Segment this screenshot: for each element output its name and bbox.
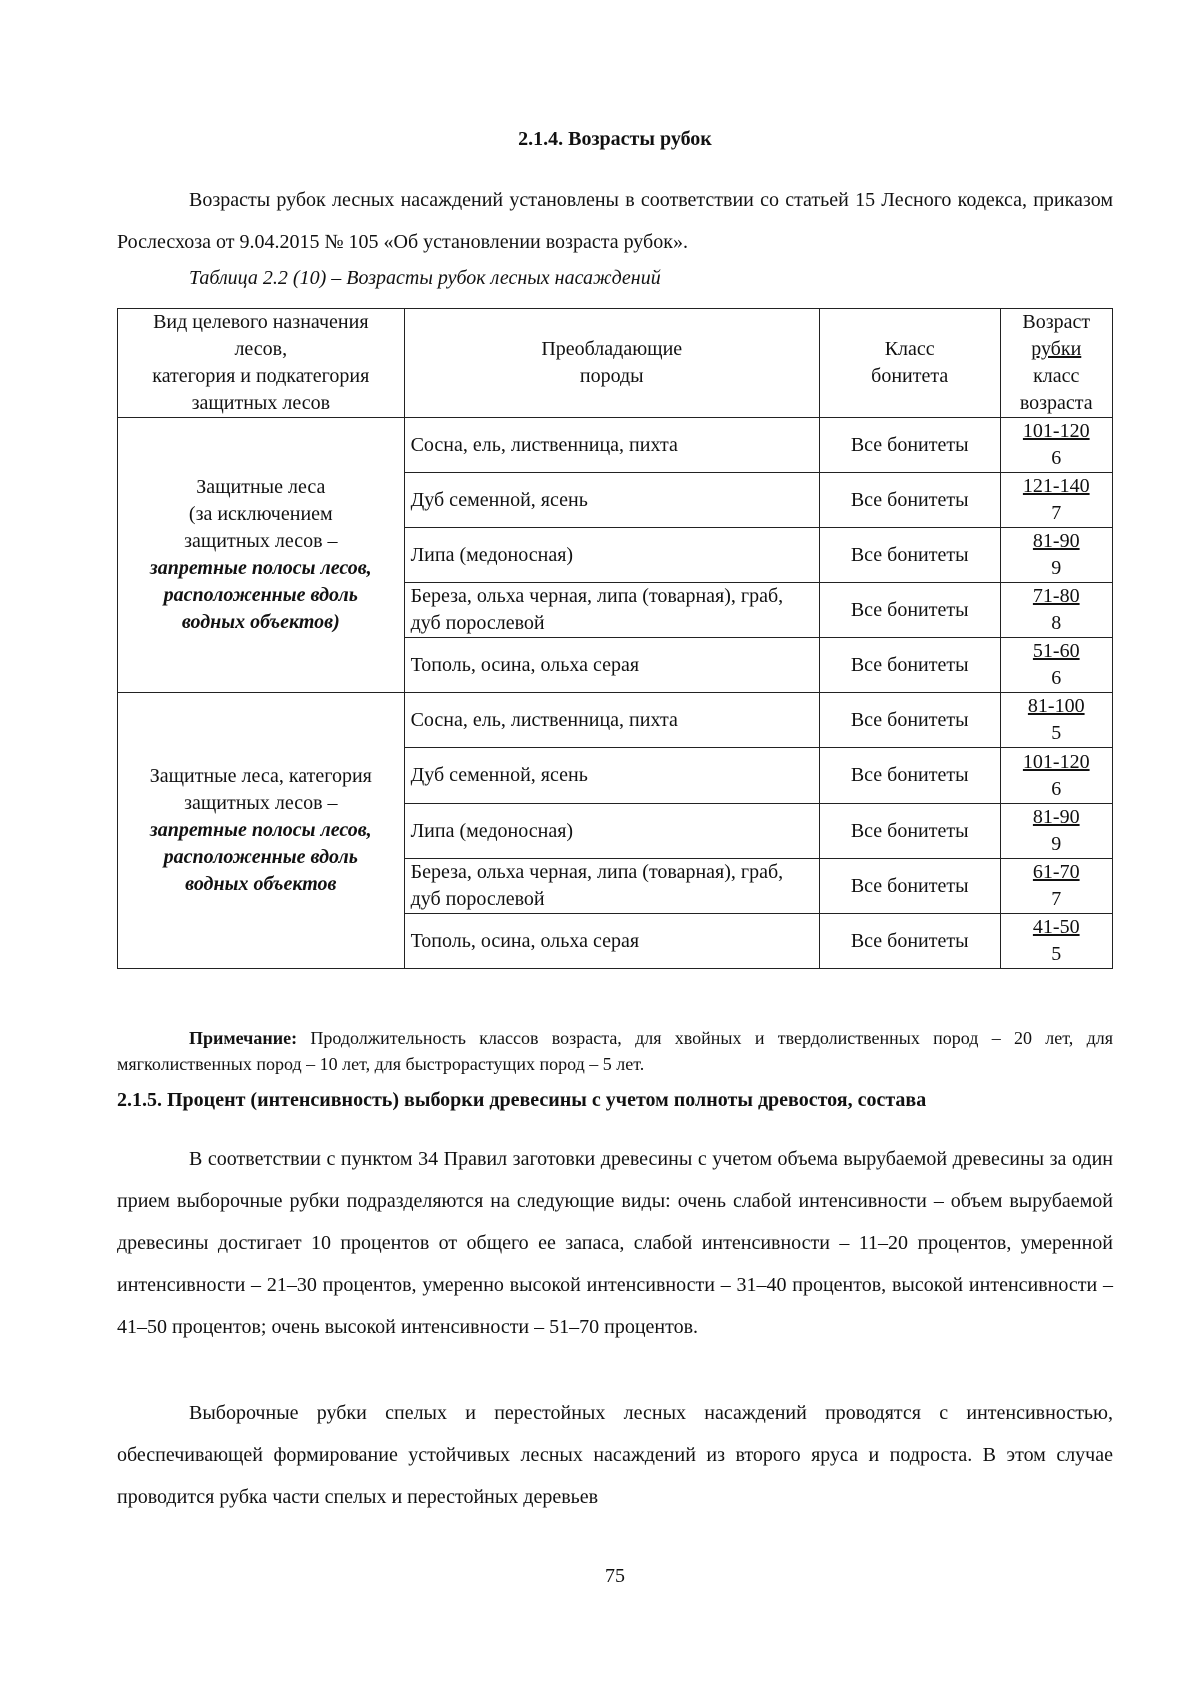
table-row (118, 418, 1113, 473)
cutting-age-value: 121-140 (1022, 475, 1090, 497)
species-cell: Береза, ольха черная, липа (товарная), граб, дуб порослевой (404, 859, 819, 914)
category-cell: Защитные леса (за исключением защитных лесов – запретные полосы лесов, расположенные вдоль водных объектов) (118, 418, 405, 693)
age-class-cell (1000, 638, 1113, 693)
bonitet-cell: Все бонитеты (819, 914, 1000, 969)
species-cell: Тополь, осина, ольха серая (404, 914, 819, 969)
species-cell: Дуб семенной, ясень (404, 748, 819, 804)
note-text: Продолжительность классов возраста, для хвойных и твердолиственных пород – 20 лет, для мягколиственных пород – 10 лет, для быстрорастущих пород – 5 лет. (117, 1028, 1113, 1074)
paragraph-selective-cutting: Выборочные рубки спелых и перестойных лесных насаждений проводятся с интенсивностью, обеспечивающей формирование устойчивых лесных насаждений из второго яруса и подроста. В этом случае проводится рубка части спелых и перестойных деревьев (117, 1402, 1113, 1508)
age-class-cell (1000, 804, 1113, 859)
cutting-age-value: 81-90 (1032, 530, 1080, 552)
header-species: Преобладающие породы (404, 309, 819, 418)
bonitet-cell: Все бонитеты (819, 418, 1000, 473)
age-class-value: 5 (1051, 943, 1062, 965)
age-class-cell (1000, 528, 1113, 583)
age-class-value: 9 (1051, 557, 1062, 579)
header-age-class: Возраст рубки класс возраста (1000, 309, 1113, 418)
cutting-age-value: 71-80 (1032, 585, 1080, 607)
species-cell: Сосна, ель, лиственница, пихта (404, 418, 819, 473)
age-class-value: 6 (1051, 667, 1062, 689)
bonitet-cell: Все бонитеты (819, 583, 1000, 638)
section-title-2-1-4: 2.1.4. Возрасты рубок (518, 128, 712, 150)
header-purpose: Вид целевого назначения лесов, категория и подкатегория защитных лесов (118, 309, 405, 418)
age-class-value: 7 (1051, 888, 1062, 910)
note-label: Примечание: (189, 1028, 298, 1048)
table-caption: Таблица 2.2 (10) – Возрасты рубок лесных насаждений (189, 267, 661, 289)
species-cell: Береза, ольха черная, липа (товарная), граб, дуб порослевой (404, 583, 819, 638)
bonitet-cell: Все бонитеты (819, 859, 1000, 914)
age-class-cell (1000, 693, 1113, 748)
species-cell: Дуб семенной, ясень (404, 473, 819, 528)
cutting-age-value: 41-50 (1032, 916, 1080, 938)
bonitet-cell: Все бонитеты (819, 528, 1000, 583)
age-class-value: 6 (1051, 447, 1062, 469)
age-class-cell (1000, 418, 1113, 473)
bonitet-cell: Все бонитеты (819, 693, 1000, 748)
age-class-value: 8 (1051, 612, 1062, 634)
header-bonitet: Класс бонитета (819, 309, 1000, 418)
species-cell: Липа (медоносная) (404, 804, 819, 859)
age-class-value: 6 (1051, 777, 1062, 800)
table-note (117, 1025, 1113, 1077)
age-class-value: 7 (1051, 502, 1062, 524)
species-cell: Сосна, ель, лиственница, пихта (404, 693, 819, 748)
page-number: 75 (605, 1565, 625, 1587)
bonitet-cell: Все бонитеты (819, 748, 1000, 804)
bonitet-cell: Все бонитеты (819, 804, 1000, 859)
cutting-age-value: 101-120 (1022, 420, 1090, 442)
age-class-value: 9 (1051, 833, 1062, 855)
table-row (118, 693, 1113, 748)
age-class-cell (1000, 583, 1113, 638)
paragraph-cutting-ages-intro: Возрасты рубок лесных насаждений установлены в соответствии со статьей 15 Лесного кодекса, приказом Рослесхоза от 9.04.2015 № 105 «Об установлении возраста рубок». (117, 189, 1113, 253)
paragraph-intensity-types: В соответствии с пунктом 34 Правил заготовки древесины с учетом объема вырубаемой древесины за один прием выборочные рубки подразделяются на следующие виды: очень слабой интенсивности – объем вырубаемой древесины достигает 10 процентов от общего ее запаса, слабой интенсивности – 11–20 процентов, умеренной интенсивности – 21–30 процентов, умеренно высокой интенсивности – 31–40 процентов, высокой интенсивности – 41–50 процентов; очень высокой интенсивности – 51–70 процентов. (117, 1148, 1113, 1338)
cutting-age-value: 81-100 (1027, 695, 1085, 717)
cutting-ages-table (117, 308, 1113, 969)
species-cell: Липа (медоносная) (404, 528, 819, 583)
age-class-cell (1000, 914, 1113, 969)
section-title-2-1-5: 2.1.5. Процент (интенсивность) выборки древесины с учетом полноты древостоя, состава (117, 1089, 927, 1111)
age-class-cell (1000, 473, 1113, 528)
species-cell: Тополь, осина, ольха серая (404, 638, 819, 693)
age-class-cell (1000, 859, 1113, 914)
table-header-row (118, 309, 1113, 418)
cutting-age-value: 81-90 (1032, 806, 1080, 828)
cutting-age-value: 101-120 (1022, 750, 1090, 773)
cutting-age-value: 61-70 (1032, 861, 1080, 883)
age-class-value: 5 (1051, 722, 1062, 744)
age-class-cell (1000, 748, 1113, 804)
cutting-age-value: 51-60 (1032, 640, 1080, 662)
category-cell: Защитные леса, категория защитных лесов – запретные полосы лесов, расположенные вдоль водных объектов (118, 693, 405, 969)
bonitet-cell: Все бонитеты (819, 638, 1000, 693)
bonitet-cell: Все бонитеты (819, 473, 1000, 528)
